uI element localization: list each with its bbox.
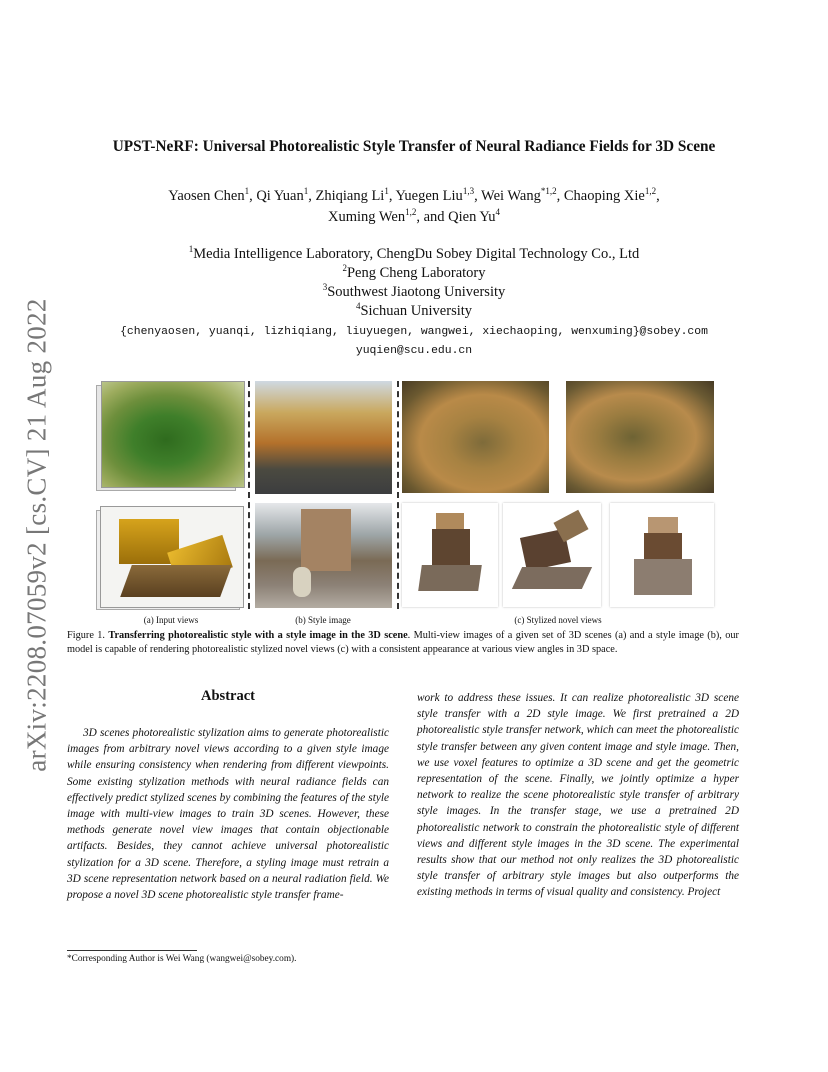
subcaption-c: (c) Stylized novel views: [514, 615, 602, 625]
affiliation: [70, 284, 758, 301]
stylized-view-excavator: [503, 503, 601, 607]
input-view-excavator: [100, 506, 244, 608]
arxiv-sidebar: [20, 290, 54, 780]
author-sup: 1: [384, 186, 389, 196]
abstract-right-column: work to address these issues. It can realize photorealistic 3D scene style transfer with a 2D style image. We first pretrained a 2D photorealistic style transfer network, which can meet the photorealistic style transfer between any given content image and style image. Then, we use voxel features to optimize a 3D scene and get the geometric representation of the scene. Finally, we jointly optimize a hyper network to realize the scene photorealistic style transfer of arbitrary style images. In the transfer stage, we use a pretrained 2D photorealistic network to constrain the photorealistic style of different views and different style images in the 3D scene. The experimental results show that our method not only realizes the 3D photorealistic style transfer of arbitrary style images but also outperforms the existing methods in terms of visual quality and consistency. Project: [417, 692, 739, 899]
separator: [248, 381, 250, 609]
author-sup: 1,3: [462, 186, 475, 196]
stylized-view-excavator: [402, 503, 498, 607]
stylized-view-excavator: [610, 503, 714, 607]
affiliation-text: Media Intelligence Laboratory, ChengDu Sobey Digital Technology Co., Ltd: [193, 246, 640, 262]
figure-caption: [67, 629, 739, 657]
author-list: [70, 186, 758, 228]
affiliation-sup: 2: [342, 263, 347, 273]
author-sup: 1: [303, 186, 309, 196]
email-line: {chenyaosen, yuanqi, lizhiqiang, liuyuegen, wangwei, xiechaoping, wenxuming}@sobey.com: [120, 326, 708, 338]
author: , Chaoping Xie: [556, 188, 645, 204]
abstract-left-column: 3D scenes photorealistic stylization aims to generate photorealistic images from arbitrary novel views according to a given style image while ensuring consistency when rendering from different viewpoints. Some existing stylization methods with neural radiance fields can effectively predict stylized scenes by combining the features of the style image with multi-view images to train 3D scenes. However, these methods generate novel view images that contain objectionable artifacts. Besides, they cannot achieve universal photorealistic stylization for a 3D scene. Therefore, a styling image must retrain a 3D scene representation network based on a neural radiation field. We propose a novel 3D scene photorealistic style transfer frame-: [67, 727, 389, 902]
style-image-statue: [255, 503, 392, 608]
paper-title: UPST-NeRF: Universal Photorealistic Style Transfer of Neural Radiance Fields for 3D Scene: [112, 138, 716, 155]
affiliation-sup: 3: [322, 282, 328, 292]
author-sup: *1,2: [540, 186, 557, 196]
author: Yaosen Chen: [168, 188, 245, 204]
stylized-view-plant: [402, 381, 549, 493]
figure-label: Figure 1.: [67, 630, 105, 641]
email-line: yuqien@scu.edu.cn: [355, 345, 473, 357]
style-image-autumn: [255, 381, 392, 494]
affiliation: [70, 246, 758, 263]
author: , Zhiqiang Li: [308, 188, 385, 204]
author-sup: 1,2: [644, 186, 657, 196]
author: , Yuegen Liu: [388, 188, 463, 204]
affiliation: [70, 303, 758, 320]
affiliation-text: Peng Cheng Laboratory: [346, 265, 486, 281]
separator: [397, 381, 399, 609]
figure-caption-bold: Transferring photorealistic style with a style image in the 3D scene: [108, 630, 408, 641]
author-sup: 4: [495, 207, 501, 217]
stylized-view-plant: [566, 381, 714, 493]
abstract-heading: Abstract: [201, 688, 255, 704]
subcaption-b: (b) Style image: [295, 615, 351, 625]
footnote-rule: [67, 950, 197, 951]
affiliation-text: Sichuan University: [360, 303, 473, 319]
author: Xuming Wen: [327, 209, 406, 225]
footnote: *Corresponding Author is Wei Wang (wangwei@sobey.com).: [67, 954, 297, 964]
author: , Wei Wang: [474, 188, 541, 204]
author-sep: ,: [656, 188, 660, 204]
figure-caption-text: . Multi-view images of a given set of 3D scenes (a) and a style image (b), our model is capable of rendering photorealistic stylized novel views (c) with a consistent appearance at various view angles in 3D space.: [67, 630, 739, 655]
input-view-plant: [101, 381, 245, 488]
affiliation-sup: 1: [188, 244, 194, 254]
affiliation-sup: 4: [355, 301, 361, 311]
subcaption-a: (a) Input views: [143, 615, 199, 625]
author: , and Qien Yu: [416, 209, 496, 225]
arxiv-id: arXiv:2208.07059v2 [cs.CV] 21 Aug 2022: [21, 298, 52, 772]
author-sup: 1,2: [405, 207, 417, 217]
affiliation: [70, 265, 758, 282]
author-sup: 1: [244, 186, 250, 196]
affiliation-text: Southwest Jiaotong University: [327, 284, 506, 300]
author: , Qi Yuan: [249, 188, 304, 204]
